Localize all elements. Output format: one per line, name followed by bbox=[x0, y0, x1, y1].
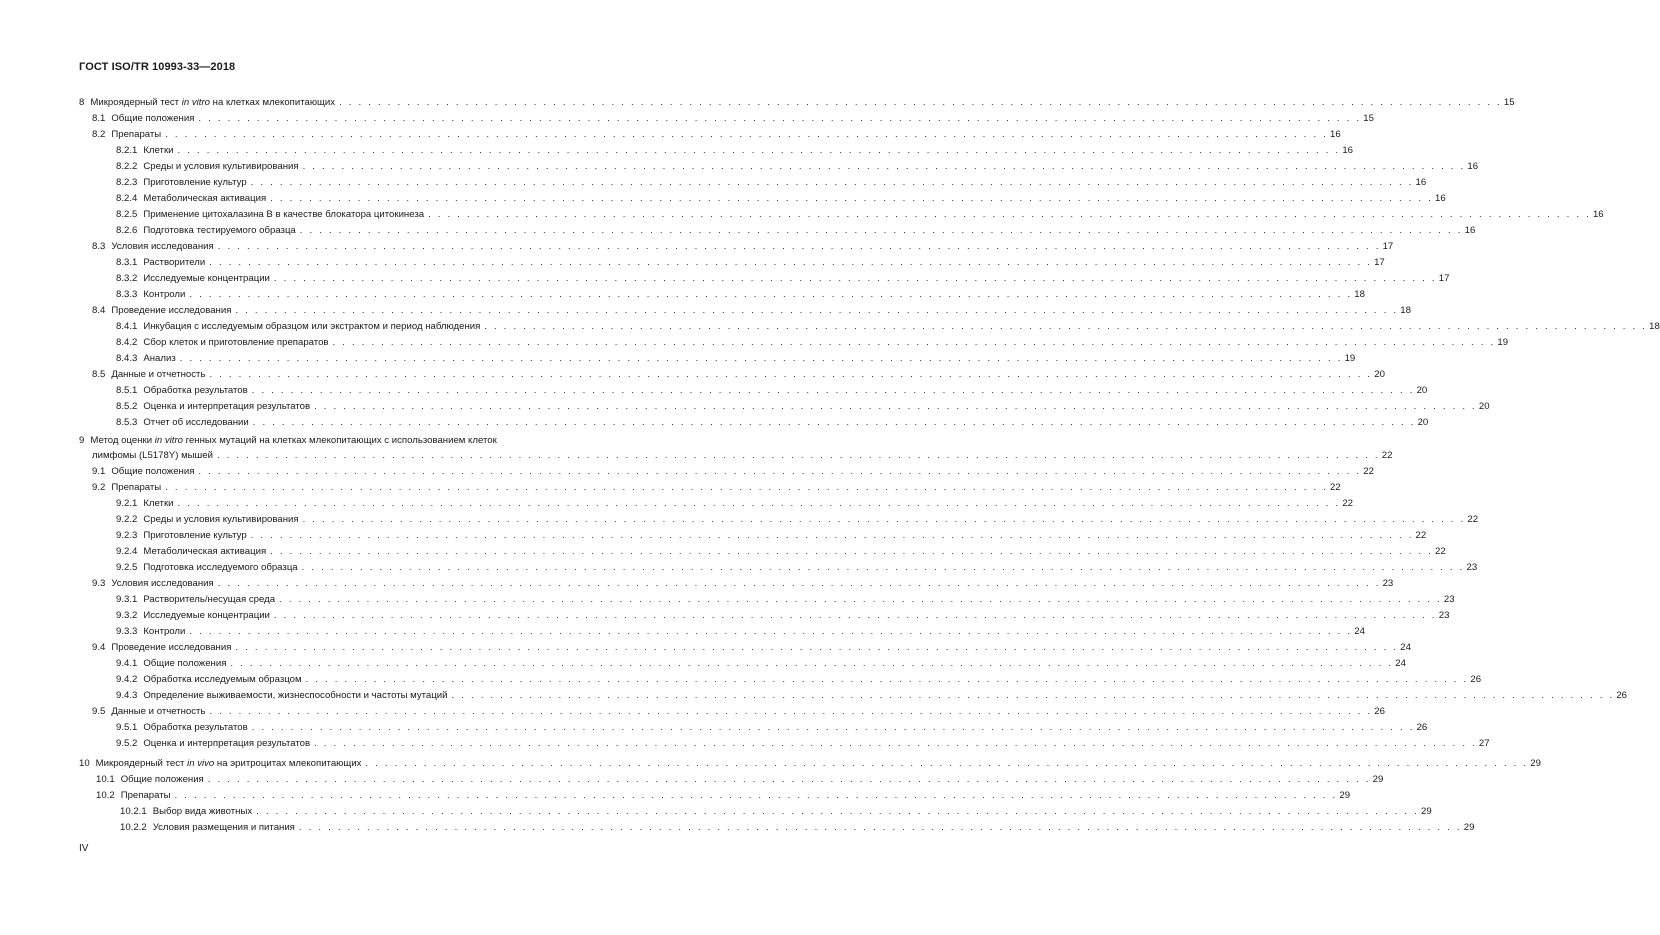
dot-leader: . . . . . . . . . . . . . . . . . . . . . . . . . . . . . . . . . . . . . . . . . . . . . . . . . . . . . . . . . . . . . . . . . . . . . . . . . . . . . . . . . . . . . . . . . . . . . . . . . . . . . . . . . . . . . . . . . . . . . . . . bbox=[251, 385, 1415, 396]
dot-leader: . . . . . . . . . . . . . . . . . . . . . . . . . . . . . . . . . . . . . . . . . . . . . . . . . . . . . . . . . . . . . . . . . . . . . . . . . . . . . . . . . . . . . . . . . . . . . . . . . . . . . . . . . . . . . . . . . . . . . . . . bbox=[189, 289, 1353, 300]
toc-entry-title: Среды и условия культивирования bbox=[143, 514, 299, 525]
toc-entry-page: 23 bbox=[1443, 594, 1455, 605]
toc-entry-page: 24 bbox=[1354, 626, 1365, 637]
dot-leader: . . . . . . . . . . . . . . . . . . . . . . . . . . . . . . . . . . . . . . . . . . . . . . . . . . . . . . . . . . . . . . . . . . . . . . . . . . . . . . . . . . . . . . . . . . . . . . . . . . . . . . . . . . . . . . . . . . . . . . . . bbox=[250, 530, 1414, 541]
dot-leader: . . . . . . . . . . . . . . . . . . . . . . . . . . . . . . . . . . . . . . . . . . . . . . . . . . . . . . . . . . . . . . . . . . . . . . . . . . . . . . . . . . . . . . . . . . . . . . . . . . . . . . . . . . . . . . . . . . . . . . . . bbox=[207, 774, 1371, 785]
toc-entry-page: 16 bbox=[1467, 161, 1479, 172]
toc-entry-title: Метод оценки in vitro генных мутаций на клетках млекопитающих с использованием клеток bbox=[90, 435, 497, 446]
dot-leader: . . . . . . . . . . . . . . . . . . . . . . . . . . . . . . . . . . . . . . . . . . . . . . . . . . . . . . . . . . . . . . . . . . . . . . . . . . . . . . . . . . . . . . . . . . . . . . . . . . . . . . . . . . . . . . . . . . . . . . . . bbox=[198, 466, 1362, 477]
toc-entry-number: 8.4 bbox=[92, 305, 106, 316]
toc-entry-title: Проведение исследования bbox=[111, 642, 232, 653]
toc-entry[interactable] bbox=[116, 173, 1427, 189]
dot-leader: . . . . . . . . . . . . . . . . . . . . . . . . . . . . . . . . . . . . . . . . . . . . . . . . . . . . . . . . . . . . . . . . . . . . . . . . . . . . . . . . . . . . . . . . . . . . . . . . . . . . . . . . . . . . . . . . . . . . . . . . bbox=[301, 562, 1465, 573]
toc-entry-title: Среды и условия культивирования bbox=[143, 161, 299, 172]
toc-entry-number: 8.5.2 bbox=[116, 401, 138, 412]
toc-entry[interactable] bbox=[92, 109, 1374, 125]
toc-entry-number: 9.2.5 bbox=[116, 562, 138, 573]
toc-entry[interactable] bbox=[116, 253, 1385, 269]
toc-entry-page: 20 bbox=[1416, 385, 1428, 396]
toc-entry[interactable] bbox=[116, 157, 1479, 173]
toc-entry[interactable] bbox=[116, 221, 1476, 237]
toc-entry-page: 15 bbox=[1363, 113, 1374, 124]
toc-entry[interactable] bbox=[116, 189, 1446, 205]
toc-entry-number: 8.4.3 bbox=[116, 353, 138, 364]
toc-entry[interactable] bbox=[116, 269, 1450, 285]
toc-entry-title: Сбор клеток и приготовление препаратов bbox=[143, 337, 329, 348]
toc-entry-title: Данные и отчетность bbox=[111, 706, 206, 717]
dot-leader: . . . . . . . . . . . . . . . . . . . . . . . . . . . . . . . . . . . . . . . . . . . . . . . . . . . . . . . . . . . . . . . . . . . . . . . . . . . . . . . . . . . . . . . . . . . . . . . . . . . . . . . . . . . . . . . . . . . . . . . . bbox=[302, 514, 1466, 525]
dot-leader: . . . . . . . . . . . . . . . . . . . . . . . . . . . . . . . . . . . . . . . . . . . . . . . . . . . . . . . . . . . . . . . . . . . . . . . . . . . . . . . . . . . . . . . . . . . . . . . . . . . . . . . . . . . . . . . . . . . . . . . . bbox=[305, 674, 1469, 685]
dot-leader: . . . . . . . . . . . . . . . . . . . . . . . . . . . . . . . . . . . . . . . . . . . . . . . . . . . . . . . . . . . . . . . . . . . . . . . . . . . . . . . . . . . . . . . . . . . . . . . . . . . . . . . . . . . . . . . . . . . . . . . . bbox=[451, 690, 1615, 701]
toc-entry-page: 22 bbox=[1435, 546, 1446, 557]
toc-entry-number: 8.1 bbox=[92, 113, 106, 124]
toc-entry[interactable] bbox=[116, 141, 1354, 157]
toc-entry-page: 29 bbox=[1463, 822, 1475, 833]
toc-entry-page: 22 bbox=[1467, 514, 1479, 525]
toc-entry-page: 24 bbox=[1400, 642, 1411, 653]
dot-leader: . . . . . . . . . . . . . . . . . . . . . . . . . . . . . . . . . . . . . . . . . . . . . . . . . . . . . . . . . . . . . . . . . . . . . . . . . . . . . . . . . . . . . . . . . . . . . . . . . . . . . . . . . . . . . . . . . . . . . . . . bbox=[174, 790, 1338, 801]
toc-entry[interactable] bbox=[120, 818, 1475, 834]
toc-entry-number: 10.1 bbox=[96, 774, 115, 785]
toc-entry-page: 16 bbox=[1592, 209, 1604, 220]
toc-entry-page: 16 bbox=[1464, 225, 1476, 236]
dot-leader: . . . . . . . . . . . . . . . . . . . . . . . . . . . . . . . . . . . . . . . . . . . . . . . . . . . . . . . . . . . . . . . . . . . . . . . . . . . . . . . . . . . . . . . . . . . . . . . . . . . . . . . . . . . . . . . . . . . . . . . . bbox=[165, 129, 1329, 140]
toc-entry[interactable] bbox=[92, 301, 1411, 317]
page-number: IV bbox=[79, 843, 89, 854]
toc-entry[interactable] bbox=[116, 285, 1365, 301]
toc-entry-page: 29 bbox=[1339, 790, 1351, 801]
toc-entry-number: 9.5.2 bbox=[116, 738, 138, 749]
toc-entry[interactable] bbox=[92, 574, 1394, 590]
toc-entry-number: 9.2.2 bbox=[116, 514, 138, 525]
toc-entry-page: 29 bbox=[1530, 758, 1541, 769]
dot-leader: . . . . . . . . . . . . . . . . . . . . . . . . . . . . . . . . . . . . . . . . . . . . . . . . . . . . . . . . . . . . . . . . . . . . . . . . . . . . . . . . . . . . . . . . . . . . . . . . . . . . . . . . . . . . . . . . . . . . . . . . bbox=[314, 738, 1477, 749]
toc-entry[interactable] bbox=[92, 125, 1341, 141]
dot-leader: . . . . . . . . . . . . . . . . . . . . . . . . . . . . . . . . . . . . . . . . . . . . . . . . . . . . . . . . . . . . . . . . . . . . . . . . . . . . . . . . . . . . . . . . . . . . . . . . . . . . . . . . . . . . . . . . . . . . . . . . bbox=[235, 642, 1399, 653]
toc-entry-title: Препараты bbox=[111, 129, 162, 140]
toc-entry[interactable] bbox=[116, 718, 1428, 734]
toc-entry-page: 22 bbox=[1415, 530, 1427, 541]
toc-entry[interactable] bbox=[92, 462, 1374, 478]
toc-entry-title: Метаболическая активация bbox=[143, 193, 267, 204]
toc-entry[interactable] bbox=[120, 802, 1432, 818]
toc-entry[interactable] bbox=[92, 702, 1385, 718]
dot-leader: . . . . . . . . . . . . . . . . . . . . . . . . . . . . . . . . . . . . . . . . . . . . . . . . . . . . . . . . . . . . . . . . . . . . . . . . . . . . . . . . . . . . . . . . . . . . . . . . . . . . . . . . . . . . . . . . . . . . . . . . bbox=[314, 401, 1477, 412]
toc-entry[interactable] bbox=[116, 558, 1478, 574]
toc-entry-page: 26 bbox=[1416, 722, 1428, 733]
toc-entry-page: 16 bbox=[1330, 129, 1341, 140]
toc-entry-number: 8.2.6 bbox=[116, 225, 138, 236]
toc-entry-number: 9.2.1 bbox=[116, 498, 138, 509]
toc-entry-page: 16 bbox=[1415, 177, 1427, 188]
toc-entry[interactable] bbox=[116, 333, 1509, 349]
toc-entry-page: 29 bbox=[1372, 774, 1384, 785]
toc-entry-title: Выбор вида животных bbox=[152, 806, 253, 817]
toc-entry[interactable] bbox=[96, 786, 1351, 802]
toc-entry-number: 8.2.5 bbox=[116, 209, 138, 220]
toc-entry-page: 17 bbox=[1374, 257, 1385, 268]
toc-entry-page: 24 bbox=[1395, 658, 1406, 669]
dot-leader: . . . . . . . . . . . . . . . . . . . . . . . . . . . . . . . . . . . . . . . . . . . . . . . . . . . . . . . . . . . . . . . . . . . . . . . . . . . . . . . . . . . . . . . . . . . . . . . . . . . . . . . . . . . . . . . . . . . . . . . . bbox=[177, 145, 1341, 156]
toc-entry-number: 9.4.2 bbox=[116, 674, 138, 685]
toc-entry-number: 9.4.1 bbox=[116, 658, 138, 669]
toc-entry[interactable] bbox=[116, 397, 1490, 413]
toc-entry-page: 19 bbox=[1497, 337, 1509, 348]
toc-entry[interactable] bbox=[92, 237, 1394, 253]
document-header: ГОСТ ISO/TR 10993-33—2018 bbox=[79, 61, 236, 73]
dot-leader: . . . . . . . . . . . . . . . . . . . . . . . . . . . . . . . . . . . . . . . . . . . . . . . . . . . . . . . . . . . . . . . . . . . . . . . . . . . . . . . . . . . . . . . . . . . . . . . . . . . . . . . . . . . . . . . . . . . . . . . . bbox=[256, 806, 1419, 817]
toc-entry[interactable] bbox=[116, 205, 1604, 221]
dot-leader: . . . . . . . . . . . . . . . . . . . . . . . . . . . . . . . . . . . . . . . . . . . . . . . . . . . . . . . . . . . . . . . . . . . . . . . . . . . . . . . . . . . . . . . . . . . . . . . . . . . . . . . . . . . . . . . . . . . . . . . . bbox=[209, 257, 1373, 268]
toc-entry-page: 16 bbox=[1342, 145, 1354, 156]
toc-entry-title: Отчет об исследовании bbox=[143, 417, 249, 428]
toc-entry[interactable] bbox=[92, 446, 1393, 462]
dot-leader: . . . . . . . . . . . . . . . . . . . . . . . . . . . . . . . . . . . . . . . . . . . . . . . . . . . . . . . . . . . . . . . . . . . . . . . . . . . . . . . . . . . . . . . . . . . . . . . . . . . . . . . . . . . . . . . . . . . . . . . . bbox=[198, 113, 1362, 124]
dot-leader: . . . . . . . . . . . . . . . . . . . . . . . . . . . . . . . . . . . . . . . . . . . . . . . . . . . . . . . . . . . . . . . . . . . . . . . . . . . . . . . . . . . . . . . . . . . . . . . . . . . . . . . . . . . . . . . . . . . . . . . . bbox=[302, 161, 1466, 172]
toc-entry-title: Общие положения bbox=[120, 774, 204, 785]
dot-leader: . . . . . . . . . . . . . . . . . . . . . . . . . . . . . . . . . . . . . . . . . . . . . . . . . . . . . . . . . . . . . . . . . . . . . . . . . . . . . . . . . . . . . . . . . . . . . . . . . . . . . . . . . . . . . . . . . . . . . . . . bbox=[209, 369, 1373, 380]
toc-entry-title: Общие положения bbox=[143, 658, 227, 669]
dot-leader: . . . . . . . . . . . . . . . . . . . . . . . . . . . . . . . . . . . . . . . . . . . . . . . . . . . . . . . . . . . . . . . . . . . . . . . . . . . . . . . . . . . . . . . . . . . . . . . . . . . . . . . . . . . . . . . . . . . . . . . . bbox=[217, 241, 1381, 252]
toc-entry-title: Исследуемые концентрации bbox=[143, 273, 270, 284]
toc-entry-title: Условия размещения и питания bbox=[152, 822, 295, 833]
toc-entry-number: 8.3.3 bbox=[116, 289, 138, 300]
toc-entry-page: 29 bbox=[1421, 806, 1432, 817]
toc-entry-title: Растворители bbox=[143, 257, 206, 268]
dot-leader: . . . . . . . . . . . . . . . . . . . . . . . . . . . . . . . . . . . . . . . . . . . . . . . . . . . . . . . . . . . . . . . . . . . . . . . . . . . . . . . . . . . . . . . . . . . . . . . . . . . . . . . . . . . . . . . . . . . . . . . . bbox=[165, 482, 1329, 493]
toc-entry-title: Микроядерный тест in vivo на эритроцитах млекопитающих bbox=[95, 758, 362, 769]
toc-entry[interactable] bbox=[116, 670, 1482, 686]
toc-entry[interactable] bbox=[116, 381, 1428, 397]
toc-entry-title: Инкубация с исследуемым образцом или экстрактом и период наблюдения bbox=[143, 321, 481, 332]
toc-entry-page: 20 bbox=[1478, 401, 1490, 412]
toc-entry-page: 22 bbox=[1330, 482, 1341, 493]
toc-entry-title: Проведение исследования bbox=[111, 305, 232, 316]
toc-entry-number: 9.2.4 bbox=[116, 546, 138, 557]
toc-entry-number: 8.5.3 bbox=[116, 417, 138, 428]
dot-leader: . . . . . . . . . . . . . . . . . . . . . . . . . . . . . . . . . . . . . . . . . . . . . . . . . . . . . . . . . . . . . . . . . . . . . . . . . . . . . . . . . . . . . . . . . . . . . . . . . . . . . . . . . . . . . . . . . . . . . . . . bbox=[251, 722, 1415, 733]
toc-entry-title: Условия исследования bbox=[111, 241, 214, 252]
toc-entry-number: 8.2.2 bbox=[116, 161, 138, 172]
toc-entry[interactable] bbox=[116, 542, 1446, 558]
toc-entry-page: 18 bbox=[1354, 289, 1365, 300]
toc-entry-number: 9.3 bbox=[92, 578, 106, 589]
toc-entry-page: 26 bbox=[1470, 674, 1482, 685]
toc-entry[interactable] bbox=[96, 770, 1384, 786]
toc-entry-number: 10.2.2 bbox=[120, 822, 147, 833]
toc-entry-number: 8.2 bbox=[92, 129, 106, 140]
toc-entry-title: Данные и отчетность bbox=[111, 369, 206, 380]
toc-entry-title: Применение цитохалазина В в качестве блокатора цитокинеза bbox=[143, 209, 425, 220]
toc-entry-number: 8.4.1 bbox=[116, 321, 138, 332]
dot-leader: . . . . . . . . . . . . . . . . . . . . . . . . . . . . . . . . . . . . . . . . . . . . . . . . . . . . . . . . . . . . . . . . . . . . . . . . . . . . . . . . . . . . . . . . . . . . . . . . . . . . . . . . . . . . . . . . . . . . . . . . bbox=[270, 546, 1434, 557]
toc-entry[interactable] bbox=[116, 526, 1427, 542]
toc-entry-title: Общие положения bbox=[111, 113, 195, 124]
toc-entry-number: 9.1 bbox=[92, 466, 106, 477]
toc-entry-page: 27 bbox=[1478, 738, 1490, 749]
toc-entry-title: Общие положения bbox=[111, 466, 195, 477]
toc-entry-number: 10 bbox=[79, 758, 90, 769]
toc-entry-number: 10.2.1 bbox=[120, 806, 147, 817]
toc-entry[interactable] bbox=[116, 686, 1628, 702]
toc-entry-title: Клетки bbox=[143, 498, 174, 509]
toc-entry-title: Микроядерный тест in vitro на клетках млекопитающих bbox=[90, 97, 336, 108]
toc-entry-number: 8.2.4 bbox=[116, 193, 138, 204]
toc-entry-title: Препараты bbox=[120, 790, 171, 801]
toc-entry-page: 18 bbox=[1400, 305, 1411, 316]
dot-leader: . . . . . . . . . . . . . . . . . . . . . . . . . . . . . . . . . . . . . . . . . . . . . . . . . . . . . . . . . . . . . . . . . . . . . . . . . . . . . . . . . . . . . . . . . . . . . . . . . . . . . . . . . . . . . . . . . . . . . . . . bbox=[279, 594, 1442, 605]
toc-entry[interactable] bbox=[116, 510, 1479, 526]
toc-entry-page: 19 bbox=[1344, 353, 1356, 364]
toc-entry-number: 9.3.3 bbox=[116, 626, 138, 637]
toc-entry-page: 20 bbox=[1417, 417, 1429, 428]
toc-entry[interactable] bbox=[116, 349, 1356, 365]
toc-entry-number: 9.3.1 bbox=[116, 594, 138, 605]
toc-entry-number: 8.4.2 bbox=[116, 337, 138, 348]
toc-entry-page: 26 bbox=[1374, 706, 1385, 717]
dot-leader: . . . . . . . . . . . . . . . . . . . . . . . . . . . . . . . . . . . . . . . . . . . . . . . . . . . . . . . . . . . . . . . . . . . . . . . . . . . . . . . . . . . . . . . . . . . . . . . . . . . . . . . . . . . . . . . . . . . . . . . . bbox=[252, 417, 1416, 428]
toc-entry-page: 23 bbox=[1382, 578, 1394, 589]
toc-entry-title: Приготовление культур bbox=[143, 177, 247, 188]
toc-entry-number: 8.5 bbox=[92, 369, 106, 380]
dot-leader: . . . . . . . . . . . . . . . . . . . . . . . . . . . . . . . . . . . . . . . . . . . . . . . . . . . . . . . . . . . . . . . . . . . . . . . . . . . . . . . . . . . . . . . . . . . . . . . . . . . . . . . . . . . . . . . . . . . . . . . . bbox=[179, 353, 1343, 364]
toc-entry[interactable] bbox=[116, 734, 1490, 750]
toc-entry-title: Определение выживаемости, жизнеспособности и частоты мутаций bbox=[143, 690, 448, 701]
toc-entry-page: 18 bbox=[1649, 321, 1660, 332]
toc-entry-title: Подготовка тестируемого образца bbox=[143, 225, 296, 236]
toc-entry[interactable] bbox=[116, 494, 1354, 510]
toc-entry[interactable] bbox=[79, 431, 613, 447]
toc-entry[interactable] bbox=[116, 317, 1660, 333]
toc-entry-number: 8 bbox=[79, 97, 85, 108]
toc-entry-title: Растворитель/несущая среда bbox=[143, 594, 276, 605]
toc-entry-title: Исследуемые концентрации bbox=[143, 610, 270, 621]
dot-leader: . . . . . . . . . . . . . . . . . . . . . . . . . . . . . . . . . . . . . . . . . . . . . . . . . . . . . . . . . . . . . . . . . . . . . . . . . . . . . . . . . . . . . . . . . . . . . . . . . . . . . . . . . . . . . . . . . . . . . . . . bbox=[270, 193, 1434, 204]
toc-entry-title: Приготовление культур bbox=[143, 530, 247, 541]
toc-entry-title: Клетки bbox=[143, 145, 174, 156]
dot-leader: . . . . . . . . . . . . . . . . . . . . . . . . . . . . . . . . . . . . . . . . . . . . . . . . . . . . . . . . . . . . . . . . . . . . . . . . . . . . . . . . . . . . . . . . . . . . . . . . . . . . . . . . . . . . . . . . . . . . . . . . bbox=[189, 626, 1353, 637]
toc-entry-number: 9.3.2 bbox=[116, 610, 138, 621]
toc-entry-page: 16 bbox=[1435, 193, 1446, 204]
toc-entry-number: 9.2.3 bbox=[116, 530, 138, 541]
toc-entry-title: Подготовка исследуемого образца bbox=[143, 562, 298, 573]
toc-entry-title: лимфомы (L5178Y) мышей bbox=[92, 450, 213, 461]
toc-entry-number: 8.3.2 bbox=[116, 273, 138, 284]
toc-entry-number: 10.2 bbox=[96, 790, 115, 801]
toc-entry[interactable] bbox=[92, 478, 1341, 494]
toc-entry-title: Метаболическая активация bbox=[143, 546, 267, 557]
toc-entry-title: Контроли bbox=[143, 626, 186, 637]
toc-entry[interactable] bbox=[79, 93, 1515, 109]
dot-leader: . . . . . . . . . . . . . . . . . . . . . . . . . . . . . . . . . . . . . . . . . . . . . . . . . . . . . . . . . . . . . . . . . . . . . . . . . . . . . . . . . . . . . . . . . . . . . . . . . . . . . . . . . . . . . . . . . . . . . . . . bbox=[273, 273, 1437, 284]
toc-entry[interactable] bbox=[92, 365, 1385, 381]
toc-entry[interactable] bbox=[116, 413, 1429, 429]
dot-leader: . . . . . . . . . . . . . . . . . . . . . . . . . . . . . . . . . . . . . . . . . . . . . . . . . . . . . . . . . . . . . . . . . . . . . . . . . . . . . . . . . . . . . . . . . . . . . . . . . . . . . . . . . . . . . . . . . . . . . . . . bbox=[339, 97, 1502, 108]
toc-entry-page: 23 bbox=[1466, 562, 1478, 573]
dot-leader: . . . . . . . . . . . . . . . . . . . . . . . . . . . . . . . . . . . . . . . . . . . . . . . . . . . . . . . . . . . . . . . . . . . . . . . . . . . . . . . . . . . . . . . . . . . . . . . . . . . . . . . . . . . . . . . . . . . . . . . . bbox=[273, 610, 1437, 621]
toc-entry[interactable] bbox=[79, 754, 1541, 770]
toc-entry-number: 9.5.1 bbox=[116, 722, 138, 733]
toc-entry-number: 8.2.3 bbox=[116, 177, 138, 188]
toc-entry-page: 22 bbox=[1381, 450, 1393, 461]
toc-entry-page: 22 bbox=[1363, 466, 1374, 477]
toc-entry-page: 23 bbox=[1438, 610, 1450, 621]
toc-entry-number: 9 bbox=[79, 435, 85, 446]
toc-entry-page: 17 bbox=[1438, 273, 1450, 284]
toc-entry-page: 22 bbox=[1342, 498, 1354, 509]
dot-leader: . . . . . . . . . . . . . . . . . . . . . . . . . . . . . . . . . . . . . . . . . . . . . . . . . . . . . . . . . . . . . . . . . . . . . . . . . . . . . . . . . . . . . . . . . . . . . . . . . . . . . . . . . . . . . . . . . . . . . . . . bbox=[235, 305, 1399, 316]
dot-leader: . . . . . . . . . . . . . . . . . . . . . . . . . . . . . . . . . . . . . . . . . . . . . . . . . . . . . . . . . . . . . . . . . . . . . . . . . . . . . . . . . . . . . . . . . . . . . . . . . . . . . . . . . . . . . . . . . . . . . . . . bbox=[230, 658, 1394, 669]
toc-entry-number: 8.2.1 bbox=[116, 145, 138, 156]
toc-entry-number: 8.5.1 bbox=[116, 385, 138, 396]
toc-entry-title: Препараты bbox=[111, 482, 162, 493]
dot-leader: . . . . . . . . . . . . . . . . . . . . . . . . . . . . . . . . . . . . . . . . . . . . . . . . . . . . . . . . . . . . . . . . . . . . . . . . . . . . . . . . . . . . . . . . . . . . . . . . . . . . . . . . . . . . . . . . . . . . . . . . bbox=[484, 321, 1648, 332]
toc-entry-number: 9.5 bbox=[92, 706, 106, 717]
toc-entry-title: Обработка результатов bbox=[143, 722, 248, 733]
dot-leader: . . . . . . . . . . . . . . . . . . . . . . . . . . . . . . . . . . . . . . . . . . . . . . . . . . . . . . . . . . . . . . . . . . . . . . . . . . . . . . . . . . . . . . . . . . . . . . . . . . . . . . . . . . . . . . . . . . . . . . . . bbox=[217, 578, 1381, 589]
toc-entry[interactable] bbox=[116, 590, 1455, 606]
toc-entry-page: 26 bbox=[1616, 690, 1628, 701]
dot-leader: . . . . . . . . . . . . . . . . . . . . . . . . . . . . . . . . . . . . . . . . . . . . . . . . . . . . . . . . . . . . . . . . . . . . . . . . . . . . . . . . . . . . . . . . . . . . . . . . . . . . . . . . . . . . . . . . . . . . . . . . bbox=[250, 177, 1414, 188]
toc-entry-title: Оценка и интерпретация результатов bbox=[143, 401, 311, 412]
toc-entry[interactable] bbox=[116, 654, 1406, 670]
toc-entry-title: Обработка исследуемым образцом bbox=[143, 674, 302, 685]
toc-entry-page: 15 bbox=[1503, 97, 1515, 108]
dot-leader: . . . . . . . . . . . . . . . . . . . . . . . . . . . . . . . . . . . . . . . . . . . . . . . . . . . . . . . . . . . . . . . . . . . . . . . . . . . . . . . . . . . . . . . . . . . . . . . . . . . . . . . . . . . . . . . . . . . . . . . . bbox=[365, 758, 1529, 769]
dot-leader: . . . . . . . . . . . . . . . . . . . . . . . . . . . . . . . . . . . . . . . . . . . . . . . . . . . . . . . . . . . . . . . . . . . . . . . . . . . . . . . . . . . . . . . . . . . . . . . . . . . . . . . . . . . . . . . . . . . . . . . . bbox=[332, 337, 1496, 348]
toc-entry-number: 9.4 bbox=[92, 642, 106, 653]
toc-entry-title: Оценка и интерпретация результатов bbox=[143, 738, 311, 749]
toc-entry-title: Условия исследования bbox=[111, 578, 214, 589]
toc-entry-number: 9.4.3 bbox=[116, 690, 138, 701]
toc-entry-number: 9.2 bbox=[92, 482, 106, 493]
dot-leader: . . . . . . . . . . . . . . . . . . . . . . . . . . . . . . . . . . . . . . . . . . . . . . . . . . . . . . . . . . . . . . . . . . . . . . . . . . . . . . . . . . . . . . . . . . . . . . . . . . . . . . . . . . . . . . . . . . . . . . . . bbox=[209, 706, 1373, 717]
toc-entry[interactable] bbox=[116, 606, 1450, 622]
toc-entry-page: 17 bbox=[1382, 241, 1394, 252]
toc-entry-title: Обработка результатов bbox=[143, 385, 248, 396]
toc-entry[interactable] bbox=[92, 638, 1411, 654]
dot-leader: . . . . . . . . . . . . . . . . . . . . . . . . . . . . . . . . . . . . . . . . . . . . . . . . . . . . . . . . . . . . . . . . . . . . . . . . . . . . . . . . . . . . . . . . . . . . . . . . . . . . . . . . . . . . . . . . . . . . . . . . bbox=[299, 225, 1463, 236]
dot-leader: . . . . . . . . . . . . . . . . . . . . . . . . . . . . . . . . . . . . . . . . . . . . . . . . . . . . . . . . . . . . . . . . . . . . . . . . . . . . . . . . . . . . . . . . . . . . . . . . . . . . . . . . . . . . . . . . . . . . . . . . bbox=[428, 209, 1591, 220]
toc-entry[interactable] bbox=[116, 622, 1365, 638]
toc-entry-number: 8.3.1 bbox=[116, 257, 138, 268]
toc-entry-page: 20 bbox=[1374, 369, 1385, 380]
toc-entry-number: 8.3 bbox=[92, 241, 106, 252]
toc-entry-title: Анализ bbox=[143, 353, 176, 364]
dot-leader: . . . . . . . . . . . . . . . . . . . . . . . . . . . . . . . . . . . . . . . . . . . . . . . . . . . . . . . . . . . . . . . . . . . . . . . . . . . . . . . . . . . . . . . . . . . . . . . . . . . . . . . . . . . . . . . . . . . . . . . . bbox=[216, 450, 1380, 461]
toc-entry-title: Контроли bbox=[143, 289, 186, 300]
dot-leader: . . . . . . . . . . . . . . . . . . . . . . . . . . . . . . . . . . . . . . . . . . . . . . . . . . . . . . . . . . . . . . . . . . . . . . . . . . . . . . . . . . . . . . . . . . . . . . . . . . . . . . . . . . . . . . . . . . . . . . . . bbox=[298, 822, 1462, 833]
dot-leader: . . . . . . . . . . . . . . . . . . . . . . . . . . . . . . . . . . . . . . . . . . . . . . . . . . . . . . . . . . . . . . . . . . . . . . . . . . . . . . . . . . . . . . . . . . . . . . . . . . . . . . . . . . . . . . . . . . . . . . . . bbox=[177, 498, 1341, 509]
